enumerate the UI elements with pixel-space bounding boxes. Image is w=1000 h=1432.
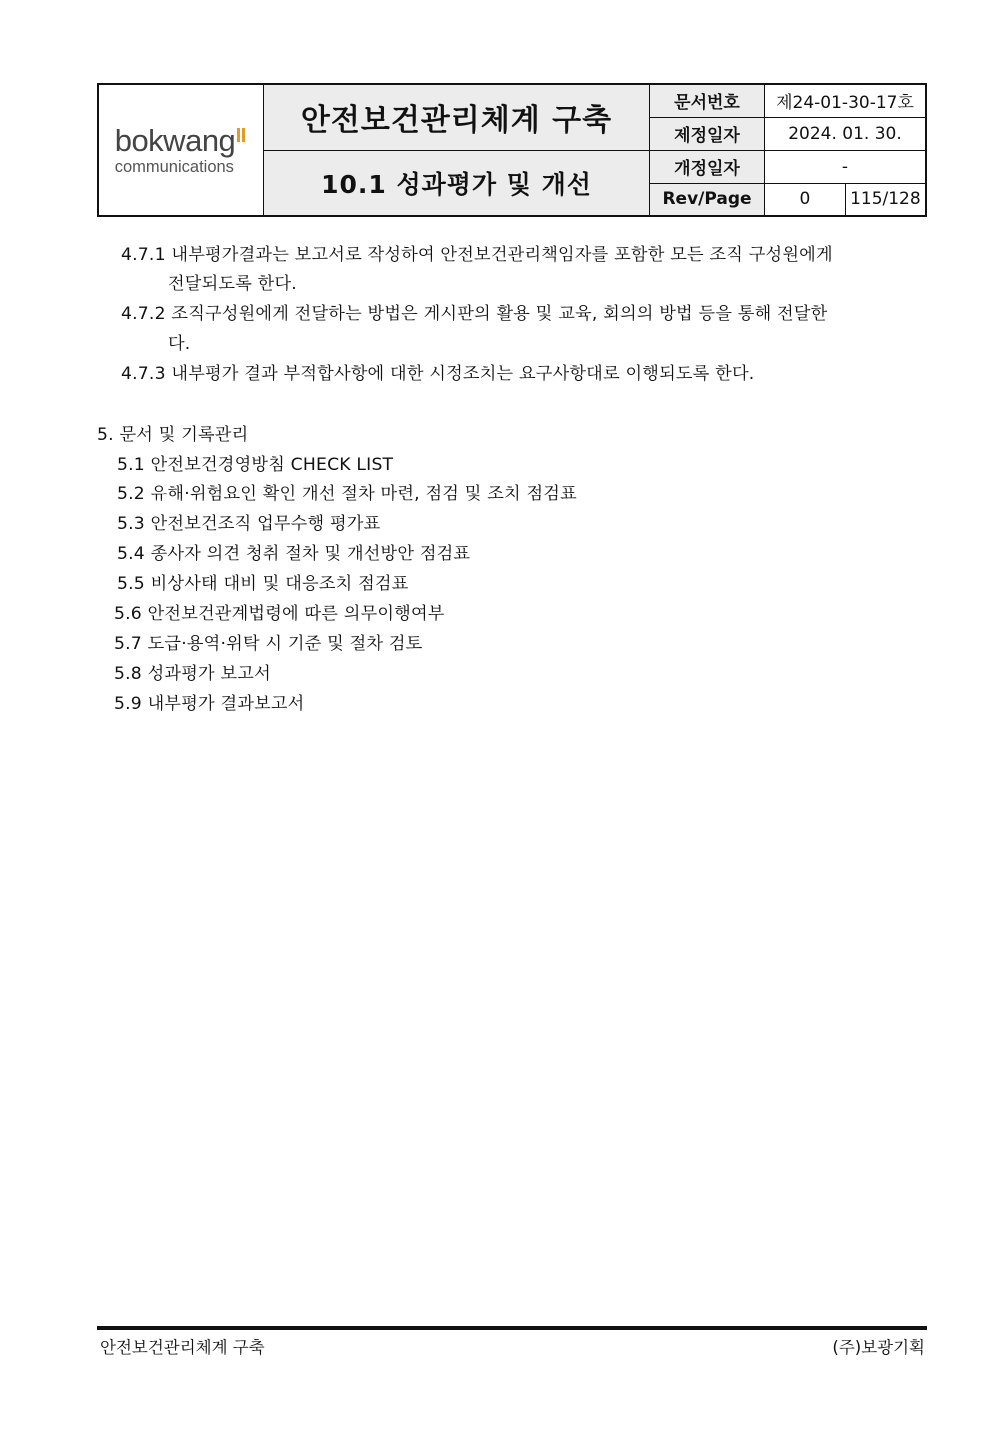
item-4-7-3: 4.7.3 내부평가 결과 부적합사항에 대한 시정조치는 요구사항대로 이행되도록 한다. (121, 364, 755, 384)
list-item: 5.9 내부평가 결과보고서 (114, 694, 305, 714)
revise-date-label: 개정일자 (650, 150, 765, 183)
footer-divider (97, 1326, 927, 1330)
company-logo (98, 84, 264, 216)
rev-page-label: Rev/Page (650, 183, 765, 216)
page-value: 115/128 (845, 183, 926, 216)
footer-doc-title: 안전보건관리체계 구축 (100, 1338, 265, 1357)
list-item: 5.5 비상사태 대비 및 대응조치 점검표 (117, 574, 409, 594)
logo-subtitle: communications (114, 157, 234, 176)
list-item: 5.4 종사자 의견 청취 절차 및 개선방안 점검표 (117, 544, 471, 564)
doc-number-value: 제24-01-30-17호 (765, 84, 927, 117)
logo-accent-icon (237, 127, 247, 146)
revise-date-value: - (765, 150, 927, 183)
doc-number-label: 문서번호 (650, 84, 765, 117)
item-4-7-2-line1: 4.7.2 조직구성원에게 전달하는 방법은 게시판의 활용 및 교육, 회의의 방법 등을 통해 전달한 (121, 304, 828, 324)
document-header-table (97, 83, 927, 217)
section-5-heading: 5. 문서 및 기록관리 (97, 425, 249, 445)
list-item: 5.2 유해·위험요인 확인 개선 절차 마련, 점검 및 조치 점검표 (117, 484, 577, 504)
document-title: 안전보건관리체계 구축 (264, 84, 650, 150)
document-subtitle: 10.1 성과평가 및 개선 (264, 150, 650, 216)
logo-wordmark: bokwang (114, 122, 236, 158)
item-4-7-1-line2: 전달되도록 한다. (168, 274, 297, 294)
list-item: 5.1 안전보건경영방침 CHECK LIST (117, 455, 394, 475)
list-item: 5.3 안전보건조직 업무수행 평가표 (117, 514, 381, 534)
list-item: 5.6 안전보건관계법령에 따른 의무이행여부 (114, 604, 445, 624)
list-item: 5.7 도급·용역·위탁 시 기준 및 절차 검토 (114, 634, 423, 654)
enact-date-label: 제정일자 (650, 117, 765, 150)
item-4-7-2-line2: 다. (168, 334, 191, 354)
rev-value: 0 (765, 183, 846, 216)
item-4-7-1-line1: 4.7.1 내부평가결과는 보고서로 작성하여 안전보건관리책임자를 포함한 모든 조직 구성원에게 (121, 245, 833, 265)
enact-date-value: 2024. 01. 30. (765, 117, 927, 150)
footer-company-name: (주)보광기획 (832, 1338, 925, 1357)
list-item: 5.8 성과평가 보고서 (114, 664, 271, 684)
